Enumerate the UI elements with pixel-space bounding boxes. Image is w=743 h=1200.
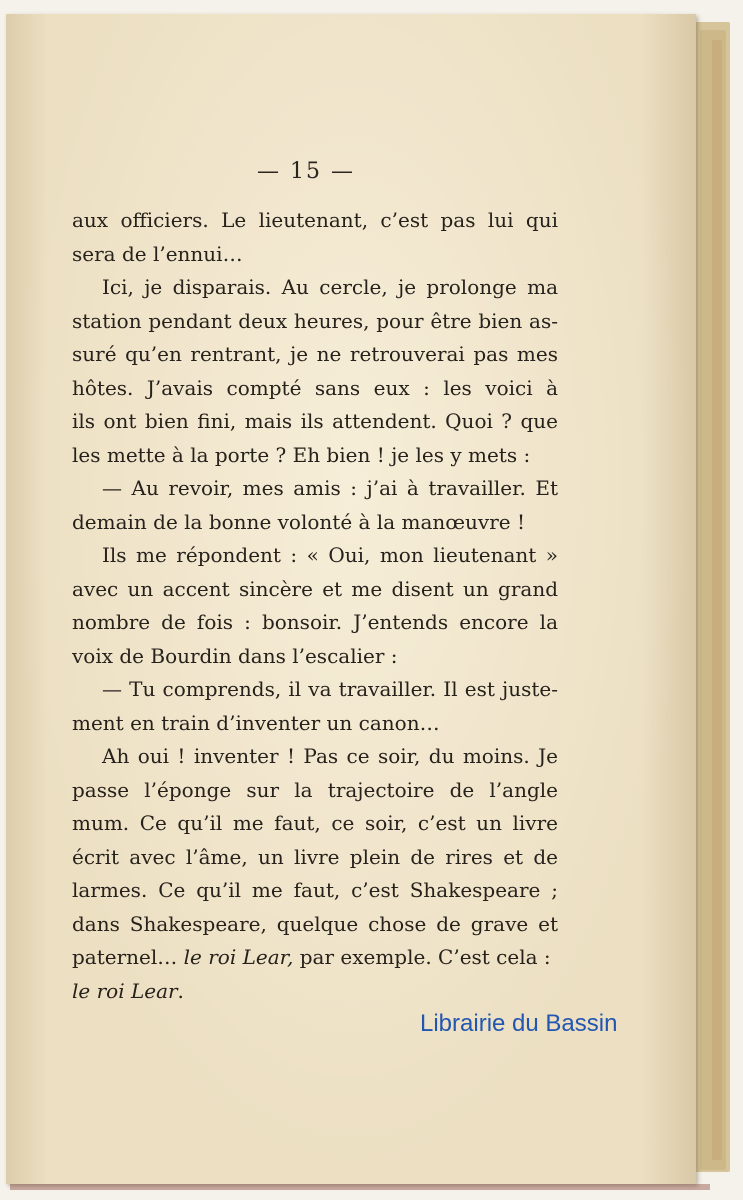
text-fragment: par exemple. C’est cela : — [293, 945, 551, 969]
text-line: sera de l’ennui… — [72, 241, 243, 266]
text-line: demain de la bonne volonté à la manœuvre ! — [72, 509, 525, 534]
page-text — [72, 204, 558, 1008]
text-line: Ils me répondent : « Oui, mon lieutenant » — [102, 543, 558, 567]
text-line: hôtes. J’avais compté sans eux : les voici à — [72, 375, 558, 400]
text-line: dans Shakespeare, quelque chose de grave et — [72, 911, 558, 936]
text-line: ils ont bien fini, mais ils attendent. Quoi ? que — [72, 409, 558, 433]
text-line: les mette à la porte ? Eh bien ! je les y mets : — [72, 442, 531, 467]
text-line: nombre de fois : bonsoir. J’entends encore la — [72, 610, 558, 634]
watermark-text: Librairie du Bassin — [420, 1010, 618, 1037]
text-line: suré qu’en rentrant, je ne retrouverai pas mes — [72, 342, 558, 366]
text-line: station pendant deux heures, pour être bien as- — [72, 308, 558, 333]
text-line: aux officiers. Le lieutenant, c’est pas lui qui — [72, 208, 558, 232]
text-line: passe l’éponge sur la trajectoire de l’angle — [72, 777, 558, 802]
text-line-mixed — [72, 975, 558, 1009]
italic-title: le roi Lear — [72, 978, 178, 1003]
text-line: avec un accent sincère et me disent un grand — [72, 576, 558, 601]
text-fragment: paternel… — [72, 945, 184, 969]
page-number: — 15 — — [257, 159, 355, 184]
text-line: — Au revoir, mes amis : j’ai à travailler. Et — [102, 476, 558, 500]
text-line: ment en train d’inventer un canon… — [72, 710, 440, 735]
text-line: écrit avec l’âme, un livre plein de rires et de — [72, 844, 558, 869]
text-line: larmes. Ce qu’il me faut, c’est Shakespeare ; — [72, 878, 558, 902]
text-fragment: . — [177, 978, 184, 1003]
book-bottom-edge — [10, 1184, 710, 1190]
book-page — [6, 14, 696, 1184]
text-line: voix de Bourdin dans l’escalier : — [72, 643, 398, 668]
italic-title: le roi Lear, — [183, 945, 294, 969]
text-line: Ici, je disparais. Au cercle, je prolonge ma — [102, 275, 558, 299]
text-line-mixed — [72, 941, 558, 975]
page-edges-innermost — [712, 40, 722, 1160]
text-line: — Tu comprends, il va travailler. Il est juste- — [102, 677, 558, 701]
text-line: mum. Ce qu’il me faut, ce soir, c’est un livre — [72, 811, 558, 835]
text-line: Ah oui ! inventer ! Pas ce soir, du moins. Je — [102, 744, 558, 768]
